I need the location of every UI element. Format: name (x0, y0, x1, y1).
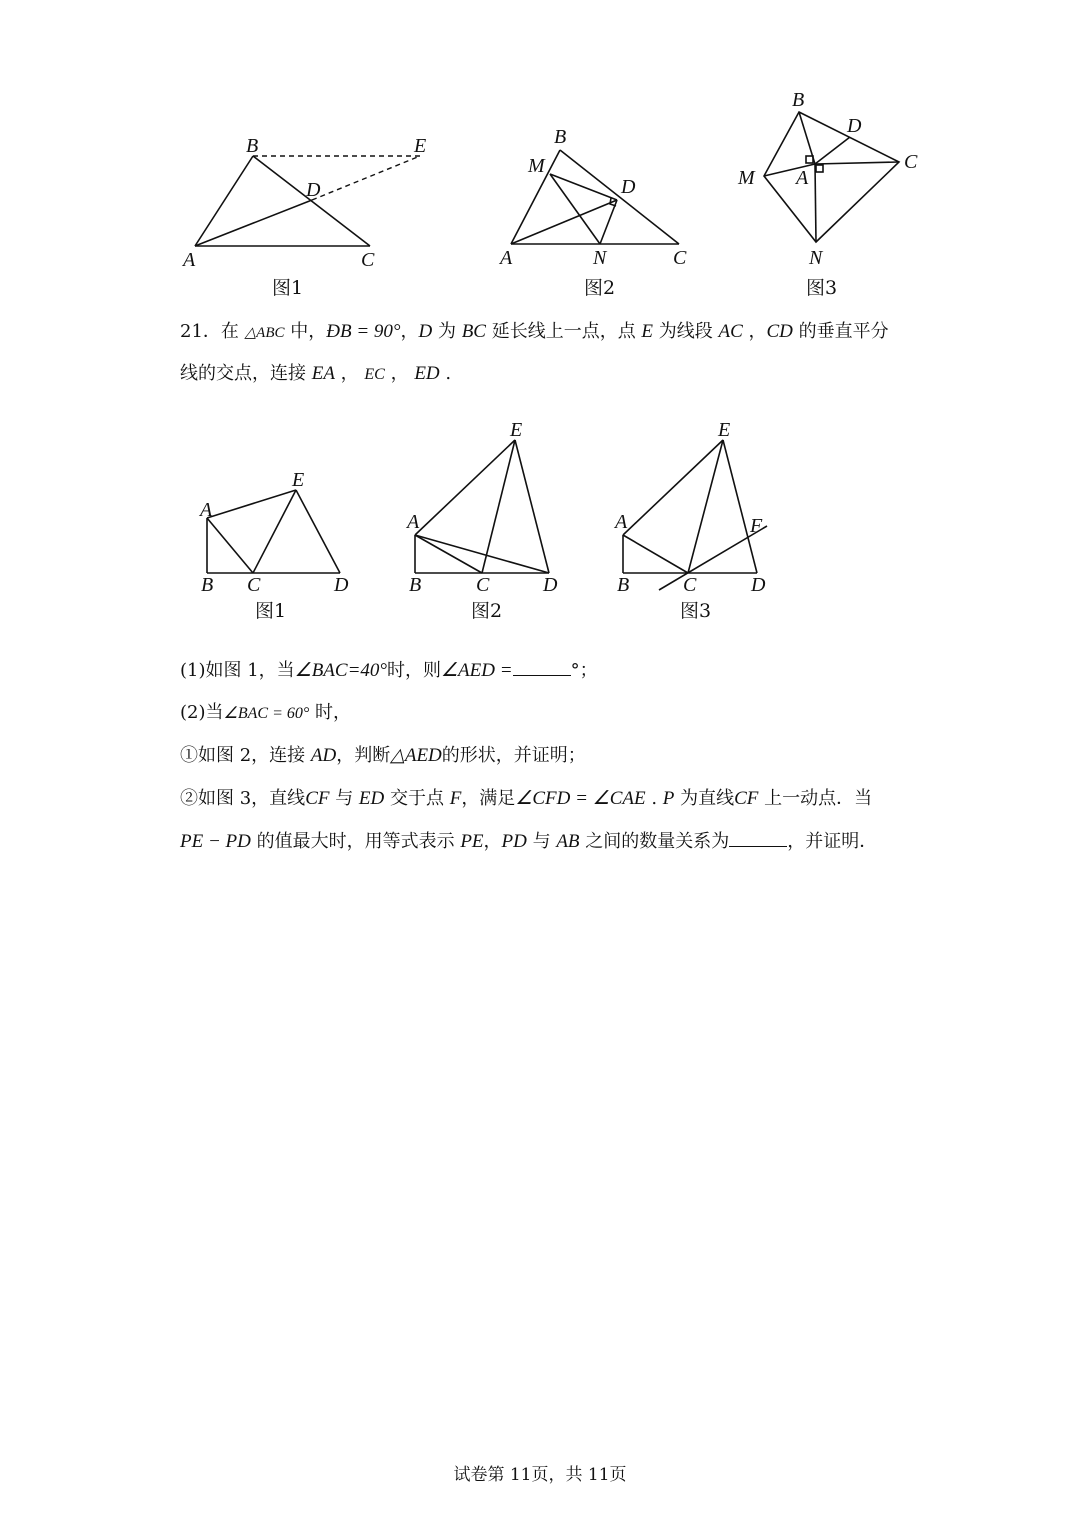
page-footer: 试卷第 11页，共 11页 (453, 1465, 627, 1485)
question-1: (1)如图 1，当∠BAC=40°时，则∠AED = °； (180, 657, 598, 685)
label-c: C (673, 247, 687, 269)
label-f: F (750, 515, 763, 537)
label-c: C (361, 249, 375, 271)
label-n: N (809, 247, 823, 269)
label-a: A (407, 511, 420, 533)
label-b: B (201, 574, 214, 596)
label-a: A (200, 499, 213, 521)
figure-caption: 图1 (255, 600, 287, 622)
label-m: M (738, 167, 755, 189)
label-c: C (476, 574, 490, 596)
mid-figure-3 (0, 0, 1080, 640)
label-d: D (751, 574, 766, 596)
label-c: C (904, 151, 918, 173)
label-b: B (554, 126, 567, 148)
label-e: E (510, 419, 523, 441)
problem-statement-line-1: 21．在 △ABC 中，ÐB = 90°，D 为 BC 延长线上一点，点 E 为线段 AC ，CD 的垂直平分 (180, 321, 889, 342)
label-c: C (247, 574, 261, 596)
answer-blank-1[interactable] (513, 657, 571, 676)
label-e: E (292, 469, 305, 491)
label-e: E (414, 135, 427, 157)
label-a: A (500, 247, 513, 269)
label-m: M (528, 155, 545, 177)
figure-caption: 图2 (584, 277, 616, 299)
label-d: D (621, 176, 636, 198)
segment-de (723, 440, 757, 573)
problem-statement-line-2: 线的交点，连接 EA ， EC ， ED . (180, 363, 452, 384)
question-2-part-2-line-2: PE − PD 的值最大时，用等式表示 PE，PD 与 AB 之间的数量关系为 ，并证明． (180, 828, 877, 856)
label-b: B (617, 574, 630, 596)
question-2: (2)当∠BAC = 60° 时， (180, 702, 351, 723)
label-e: E (718, 419, 731, 441)
label-n: N (593, 247, 607, 269)
segment-ce (688, 440, 723, 573)
answer-blank-2[interactable] (729, 828, 787, 847)
label-b: B (409, 574, 422, 596)
label-b: B (792, 89, 805, 111)
figure-caption: 图2 (471, 600, 503, 622)
label-a: A (615, 511, 628, 533)
figure-caption: 图3 (806, 277, 838, 299)
label-a: A (183, 249, 196, 271)
label-a: A (796, 167, 809, 189)
figure-caption: 图3 (680, 600, 712, 622)
label-d: D (334, 574, 349, 596)
label-b: B (246, 135, 259, 157)
label-d: D (847, 115, 862, 137)
segment-ae (623, 440, 723, 535)
label-d: D (306, 179, 321, 201)
segment-ac (623, 535, 688, 573)
question-2-part-1: ①如图 2，连接 AD，判断△AED的形状，并证明； (180, 745, 586, 766)
figure-caption: 图1 (272, 277, 304, 299)
label-d: D (543, 574, 558, 596)
label-c: C (683, 574, 697, 596)
question-2-part-2-line-1: ②如图 3，直线CF 与 ED 交于点 F，满足∠CFD = ∠CAE . P 为直线CF 上一动点．当 (180, 788, 873, 809)
